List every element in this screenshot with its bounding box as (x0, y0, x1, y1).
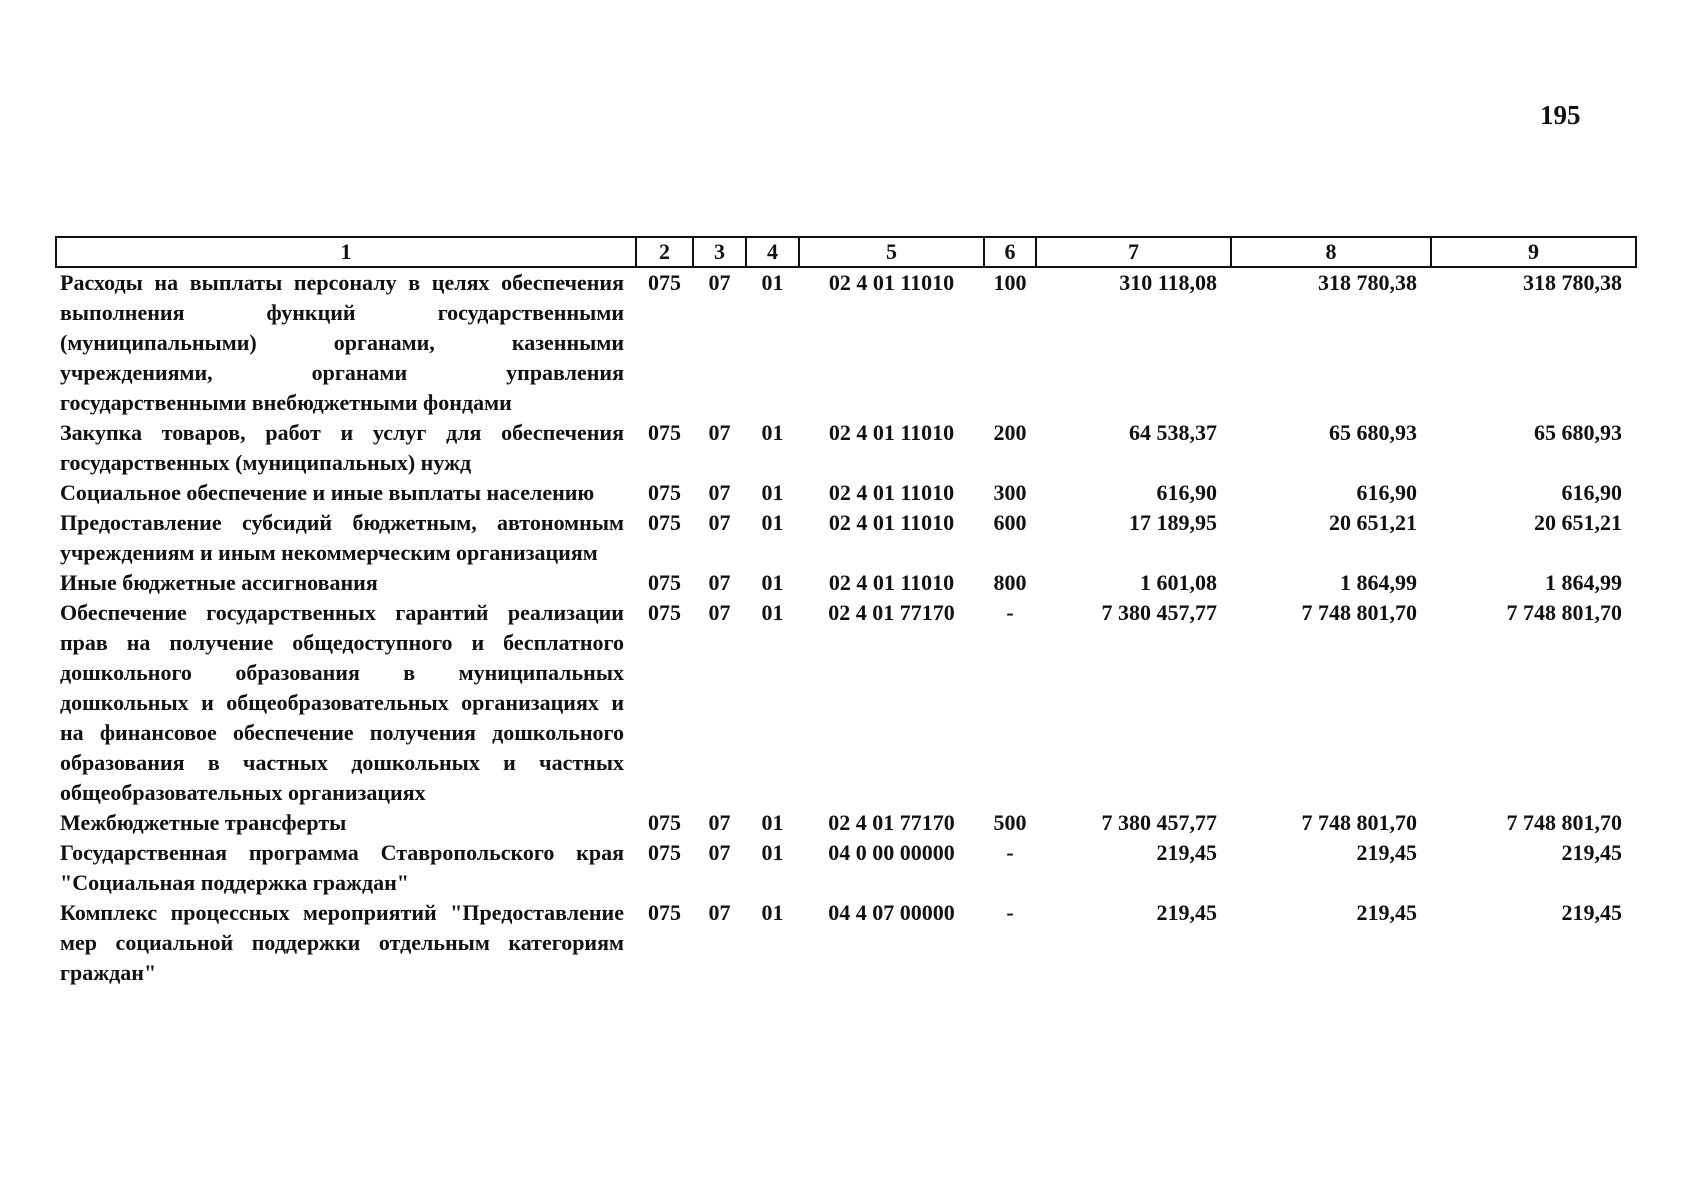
column-header: 7 (1036, 237, 1231, 267)
row-description: Комплекс процессных мероприятий "Предоставление мер социальной поддержки отдельным категориям граждан" (60, 900, 624, 985)
cell-amount-year3: 616,90 (1561, 480, 1622, 505)
column-header: 4 (746, 237, 799, 267)
column-header: 6 (984, 237, 1036, 267)
cell-expense-type: 300 (993, 480, 1027, 505)
cell-amount-year1: 7 380 457,77 (1101, 600, 1217, 625)
table-row (56, 478, 1636, 508)
row-description: Государственная программа Ставропольского края "Социальная поддержка граждан" (60, 840, 624, 895)
cell-ministry-code: 075 (648, 510, 681, 535)
table-row (56, 568, 1636, 598)
cell-amount-year2: 318 780,38 (1318, 270, 1417, 295)
row-description: Иные бюджетные ассигнования (60, 570, 378, 595)
cell-expense-type: - (1006, 600, 1014, 625)
cell-target-article: 02 4 01 77170 (828, 810, 955, 835)
cell-ministry-code: 075 (648, 900, 681, 925)
column-header: 9 (1431, 237, 1636, 267)
table-row (56, 808, 1636, 838)
cell-expense-type: 500 (993, 810, 1027, 835)
cell-ministry-code: 075 (648, 420, 681, 445)
column-header: 8 (1231, 237, 1431, 267)
cell-section: 07 (708, 840, 731, 865)
cell-amount-year1: 17 189,95 (1129, 510, 1217, 535)
cell-section: 07 (708, 480, 731, 505)
cell-amount-year1: 219,45 (1156, 840, 1217, 865)
cell-target-article: 04 4 07 00000 (828, 900, 955, 925)
cell-amount-year2: 616,90 (1356, 480, 1417, 505)
cell-subsection: 01 (761, 810, 784, 835)
cell-amount-year3: 7 748 801,70 (1506, 600, 1622, 625)
cell-ministry-code: 075 (648, 480, 681, 505)
cell-expense-type: 600 (993, 510, 1027, 535)
column-header: 1 (56, 237, 636, 267)
cell-amount-year2: 1 864,99 (1340, 570, 1417, 595)
table-row (56, 598, 1636, 808)
cell-ministry-code: 075 (648, 810, 681, 835)
cell-amount-year3: 219,45 (1561, 840, 1622, 865)
cell-expense-type: - (1006, 840, 1014, 865)
cell-amount-year2: 65 680,93 (1329, 420, 1417, 445)
cell-amount-year3: 7 748 801,70 (1506, 810, 1622, 835)
table-row (56, 838, 1636, 898)
cell-amount-year1: 64 538,37 (1129, 420, 1217, 445)
cell-expense-type: 200 (993, 420, 1027, 445)
cell-subsection: 01 (761, 840, 784, 865)
cell-ministry-code: 075 (648, 840, 681, 865)
cell-subsection: 01 (761, 600, 784, 625)
cell-amount-year1: 219,45 (1156, 900, 1217, 925)
cell-section: 07 (708, 420, 731, 445)
cell-target-article: 04 0 00 00000 (828, 840, 955, 865)
cell-amount-year2: 7 748 801,70 (1301, 600, 1417, 625)
cell-subsection: 01 (761, 570, 784, 595)
page-number: 195 (1540, 100, 1581, 130)
row-description: Предоставление субсидий бюджетным, автономным учреждениям и иным некоммерческим организациям (60, 510, 624, 565)
column-header: 2 (636, 237, 693, 267)
cell-ministry-code: 075 (648, 600, 681, 625)
cell-subsection: 01 (761, 270, 784, 295)
cell-section: 07 (708, 270, 731, 295)
cell-target-article: 02 4 01 11010 (828, 570, 955, 595)
cell-amount-year1: 310 118,08 (1119, 270, 1217, 295)
cell-ministry-code: 075 (648, 570, 681, 595)
row-description: Расходы на выплаты персоналу в целях обеспечения выполнения функций государственными (муниципальными) органами, казенными учреждениями, органами управления государственными внебюджетными фондами (60, 270, 624, 415)
cell-amount-year3: 1 864,99 (1545, 570, 1622, 595)
cell-section: 07 (708, 900, 731, 925)
budget-table (55, 236, 1637, 988)
cell-target-article: 02 4 01 11010 (828, 510, 955, 535)
cell-amount-year2: 20 651,21 (1329, 510, 1417, 535)
cell-section: 07 (708, 510, 731, 535)
table-row (56, 267, 1636, 418)
cell-target-article: 02 4 01 77170 (828, 600, 955, 625)
cell-amount-year3: 318 780,38 (1523, 270, 1622, 295)
cell-subsection: 01 (761, 480, 784, 505)
cell-section: 07 (708, 810, 731, 835)
column-header: 5 (799, 237, 984, 267)
cell-amount-year1: 616,90 (1156, 480, 1217, 505)
table-row (56, 508, 1636, 568)
cell-amount-year2: 219,45 (1356, 840, 1417, 865)
cell-amount-year2: 7 748 801,70 (1301, 810, 1417, 835)
row-description: Закупка товаров, работ и услуг для обеспечения государственных (муниципальных) нужд (60, 420, 624, 475)
row-description: Социальное обеспечение и иные выплаты населению (60, 480, 595, 505)
cell-amount-year1: 1 601,08 (1140, 570, 1217, 595)
cell-amount-year1: 7 380 457,77 (1101, 810, 1217, 835)
cell-expense-type: 800 (993, 570, 1027, 595)
cell-amount-year3: 219,45 (1561, 900, 1622, 925)
cell-target-article: 02 4 01 11010 (828, 480, 955, 505)
cell-expense-type: - (1006, 900, 1014, 925)
row-description: Межбюджетные трансферты (60, 810, 347, 835)
cell-expense-type: 100 (993, 270, 1027, 295)
table-row (56, 418, 1636, 478)
cell-subsection: 01 (761, 510, 784, 535)
cell-amount-year3: 20 651,21 (1534, 510, 1622, 535)
cell-amount-year3: 65 680,93 (1534, 420, 1622, 445)
cell-ministry-code: 075 (648, 270, 681, 295)
cell-subsection: 01 (761, 900, 784, 925)
cell-target-article: 02 4 01 11010 (828, 420, 955, 445)
header-row (56, 237, 1636, 267)
cell-amount-year2: 219,45 (1356, 900, 1417, 925)
cell-section: 07 (708, 600, 731, 625)
row-description: Обеспечение государственных гарантий реализации прав на получение общедоступного и бесплатного дошкольного образования в муниципальных дошкольных и общеобразовательных организациях и на финансовое обеспечение получения дошкольного образования в частных дошкольных и частных общеобразовательных организациях (60, 600, 624, 805)
cell-target-article: 02 4 01 11010 (828, 270, 955, 295)
table-row (56, 898, 1636, 988)
column-header: 3 (693, 237, 746, 267)
cell-subsection: 01 (761, 420, 784, 445)
cell-section: 07 (708, 570, 731, 595)
